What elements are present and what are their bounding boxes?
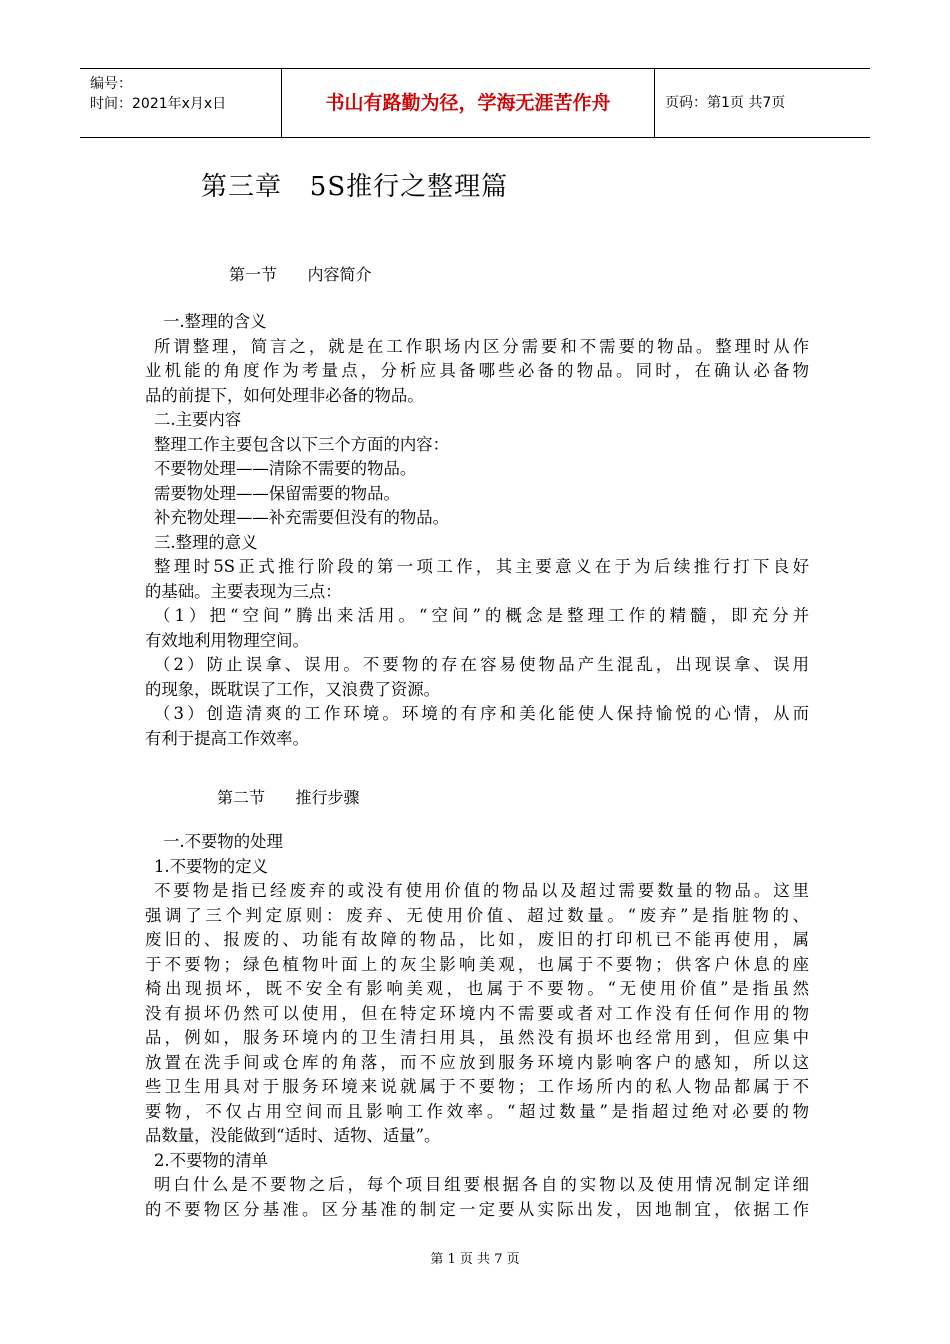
paragraph-line: 的不要物区分基准。区分基准的制定一定要从实际出发，因地制宜，依据工作 [145,1199,809,1219]
paragraph-line: 放置在洗手间或仓库的角落，而不应放到服务环境内影响客户的感知，所以这 [145,1052,809,1072]
paragraph-line: 有效地利用物理空间。 [145,630,309,650]
paragraph-line: 整理时5S正式推行阶段的第一项工作，其主要意义在于为后续推行打下良好 [154,557,809,576]
list-item: 补充物处理——补充需要但没有的物品。 [154,508,450,527]
paragraph-line: 整理工作主要包含以下三个方面的内容： [154,434,450,454]
chapter-title: 第三章 5S推行之整理篇 [201,172,509,202]
document-date: 时间：2021年x月x日 [90,96,227,112]
paragraph-line: （2）防止误拿、误用。不要物的存在容易使物品产生混乱，出现误拿、误用 [154,655,809,674]
paragraph-line: 的基础。主要表现为三点： [145,581,342,601]
paragraph-line: （1）把“空间”腾出来活用。“空间”的概念是整理工作的精髓，即充分并 [154,606,809,625]
paragraph-line: 品，例如，服务环境内的卫生清扫用具，虽然没有损坏也经常用到，但应集中 [145,1028,809,1047]
heading-unneeded-items: 一.不要物的处理 [163,832,283,851]
subheading-definition: 1.不要物的定义 [154,856,268,876]
heading-content: 二.主要内容 [154,410,242,429]
paragraph-line: 有利于提高工作效率。 [145,728,309,748]
section2-body [145,830,809,1222]
heading-meaning: 一.整理的含义 [163,312,267,331]
list-item: 需要物处理——保留需要的物品。 [154,483,400,503]
paragraph-line: 废旧的、报废的、功能有故障的物品，比如，废旧的打印机已不能再使用，属 [145,930,809,949]
paragraph-line: 强调了三个判定原则：废弃、无使用价值、超过数量。“废弃”是指脏物的、 [145,905,809,925]
paragraph-line: 的现象，既耽误了工作，又浪费了资源。 [145,679,441,699]
paragraph-line: 没有损坏仍然可以使用，但在特定环境内不需要或者对工作没有任何作用的物 [145,1003,809,1023]
paragraph-line: 于不要物；绿色植物叶面上的灰尘影响美观，也属于不要物；供客户休息的座 [145,954,809,974]
paragraph-line: 所谓整理，简言之，就是在工作职场内区分需要和不需要的物品。整理时从作 [154,336,809,356]
paragraph-line: 品数量，没能做到“适时、适物、适量”。 [145,1126,441,1145]
subheading-list: 2.不要物的清单 [154,1150,268,1170]
paragraph-line: 不要物是指已经废弃的或没有使用价值的物品以及超过需要数量的物品。这里 [154,881,809,900]
list-item: 不要物处理——清除不需要的物品。 [154,459,417,478]
header-motto: 书山有路勤为径，学海无涯苦作舟 [282,69,655,137]
paragraph-line: 业机能的角度作为考量点，分析应具备哪些必备的物品。同时，在确认必备物 [145,361,809,380]
paragraph-line: 些卫生用具对于服务环境来说就属于不要物；工作场所内的私人物品都属于不 [145,1077,809,1096]
header-page-info: 页码：第1页 共7页 [665,95,786,111]
paragraph-line: 椅出现损坏，既不安全有影响美观，也属于不要物。“无使用价值”是指虽然 [145,979,809,998]
page-footer: 第 1 页 共 7 页 [430,1252,520,1267]
heading-significance: 三.整理的意义 [154,532,258,552]
section2-title: 第二节 推行步骤 [217,788,360,807]
paragraph-line: 品的前提下，如何处理非必备的物品。 [145,385,424,405]
section1-body [145,310,809,751]
paragraph-line: 要物，不仅占用空间而且影响工作效率。“超过数量”是指超过绝对必要的物 [145,1101,809,1121]
document-header [80,68,870,138]
section1-title: 第一节 内容简介 [229,265,372,284]
header-meta [80,69,282,137]
document-number: 编号： [90,76,132,92]
paragraph-line: （3）创造清爽的工作环境。环境的有序和美化能使人保持愉悦的心情，从而 [154,704,809,723]
paragraph-line: 明白什么是不要物之后，每个项目组要根据各自的实物以及使用情况制定详细 [154,1175,809,1194]
